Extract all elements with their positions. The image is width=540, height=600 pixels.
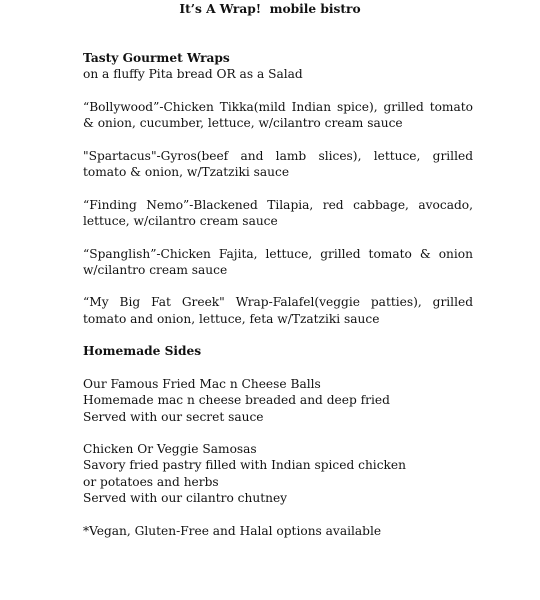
side-item-mac-balls xyxy=(83,376,473,425)
side-item-name: Our Famous Fried Mac n Cheese Balls xyxy=(83,376,321,391)
side-item-description-cont: or potatoes and herbs xyxy=(83,474,219,489)
sides-heading: Homemade Sides xyxy=(83,344,202,359)
dietary-footnote: *Vegan, Gluten-Free and Halal options available xyxy=(83,523,382,538)
wrap-item-big-fat-greek: “My Big Fat Greek" Wrap-Falafel(veggie patties), grilled tomato and onion, lettuce, feta w/Tzatziki sauce xyxy=(83,295,473,326)
side-item-serving: Served with our cilantro chutney xyxy=(83,491,288,506)
side-item-samosas xyxy=(83,441,473,506)
wraps-heading: Tasty Gourmet Wraps xyxy=(83,51,230,65)
wrap-item-bollywood: “Bollywood”-Chicken Tikka(mild Indian spice), grilled tomato & onion, cucumber, lettuce, w/cilantro cream sauce xyxy=(83,99,473,131)
wrap-item-spartacus: "Spartacus"-Gyros(beef and lamb slices), lettuce, grilled tomato & onion, w/Tzatziki sauce xyxy=(83,148,473,180)
side-item-serving: Served with our secret sauce xyxy=(83,409,264,424)
side-item-name: Chicken Or Veggie Samosas xyxy=(83,442,257,457)
wrap-item-finding-nemo: “Finding Nemo”-Blackened Tilapia, red cabbage, avocado, lettuce, w/cilantro cream sauce xyxy=(83,197,473,228)
menu-content xyxy=(83,50,473,539)
side-item-description: Homemade mac n cheese breaded and deep fried xyxy=(83,393,390,408)
page-title: It’s A Wrap! mobile bistro xyxy=(179,2,361,16)
side-item-description: Savory fried pastry filled with Indian spiced chicken xyxy=(83,458,406,473)
wraps-subheading: on a fluffy Pita bread OR as a Salad xyxy=(83,67,303,82)
wrap-item-spanglish: “Spanglish”-Chicken Fajita, lettuce, grilled tomato & onion w/cilantro cream sauce xyxy=(83,246,473,277)
wraps-header xyxy=(83,50,473,83)
